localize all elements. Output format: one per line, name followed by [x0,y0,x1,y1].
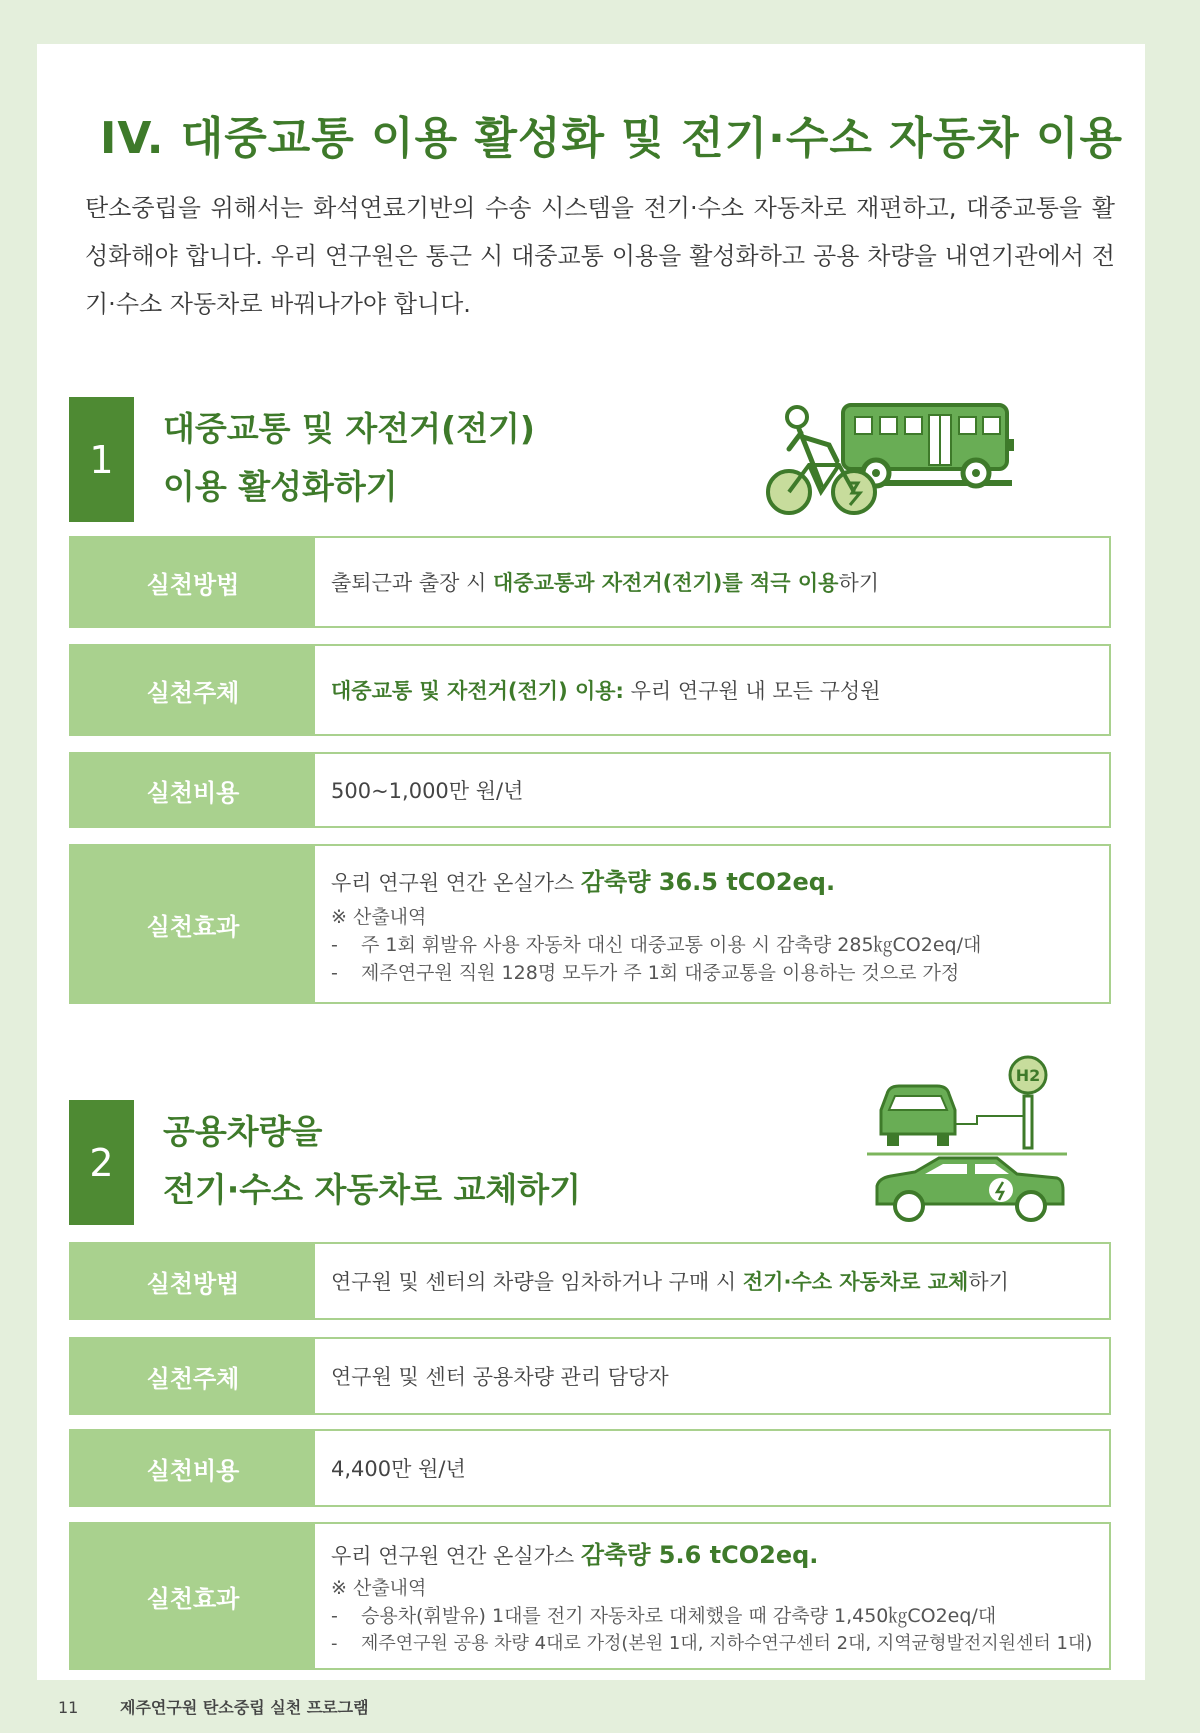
row-label: 실천주체 [71,646,315,734]
row-content [331,538,1099,626]
section-title-line: 대중교통 및 자전거(전기) [163,409,535,448]
row-content [331,646,1099,734]
subject-text: 연구원 및 센터 공용차량 관리 담당자 [331,1365,669,1389]
calculation-bullet: - 제주연구원 공용 차량 4대로 가정(본원 1대, 지하수연구센터 2대, 지역균형발전지원센터 1대) [331,1632,1093,1654]
row-content [331,846,1099,1002]
row-content [331,1524,1099,1668]
bicycle-bus-illustration [757,387,1097,527]
intro-paragraph: 탄소중립을 위해서는 화석연료기반의 수송 시스템을 전기·수소 자동차로 재편하고, 대중교통을 활성화해야 합니다. 우리 연구원은 통근 시 대중교통 이용을 활성화하고 공용 차량을 내연기관에서 전기·수소 자동차로 바꿔나가야 합니다. [85,194,1115,318]
cost-text: 500~1,000만 원/년 [331,779,524,803]
subject-row [69,1337,1111,1415]
row-label: 실천주체 [71,1339,315,1413]
subject-highlight: 대중교통 및 자전거(전기) 이용: [331,679,624,703]
method-text-suffix: 하기 [968,1270,1009,1294]
calculation-note: ※ 산출내역 [331,905,427,928]
effect-row [69,1522,1111,1670]
cost-row [69,752,1111,828]
cost-row [69,1429,1111,1507]
calculation-bullet: - 제주연구원 직원 128명 모두가 주 1회 대중교통을 이용하는 것으로 가정 [331,961,960,984]
section-title-line: 이용 활성화하기 [163,467,398,506]
method-highlight: 대중교통과 자전거(전기)를 적극 이용 [493,571,839,595]
page [37,44,1145,1680]
subject-text: 우리 연구원 내 모든 구성원 [623,679,881,703]
page-number: 11 [58,1698,79,1717]
footer-title: 제주연구원 탄소중립 실천 프로그램 [120,1698,369,1717]
row-label: 실천비용 [71,1431,315,1505]
electric-car-icon [877,1158,1063,1220]
method-row [69,1242,1111,1320]
hydrogen-car-icon [867,1057,1067,1154]
row-content [331,1244,1099,1318]
row-content [331,1431,1099,1505]
row-label: 실천효과 [71,846,315,1002]
effect-text: 우리 연구원 연간 온실가스 [331,1543,581,1568]
effect-highlight: 감축량 5.6 tCO2eq. [580,1540,819,1569]
bus-icon [843,405,1014,486]
section-number-badge: 1 [69,397,134,522]
method-row [69,536,1111,628]
row-label: 실천방법 [71,1244,315,1318]
hydrogen-electric-car-illustration [867,1054,1067,1234]
page-title: IV. 대중교통 이용 활성화 및 전기·수소 자동차 이용 [100,113,1123,164]
calculation-bullet: - 주 1회 휘발유 사용 자동차 대신 대중교통 이용 시 감축량 285㎏CO2eq/대 [331,933,982,956]
row-label: 실천효과 [71,1524,315,1668]
effect-row [69,844,1111,1004]
calculation-note: ※ 산출내역 [331,1576,427,1599]
page-footer [58,1695,369,1718]
subject-row [69,644,1111,736]
section-number-badge: 2 [69,1100,134,1225]
row-content [331,1339,1099,1413]
h2-badge-icon: H2 [1015,1066,1041,1085]
method-text-suffix: 하기 [838,571,880,595]
method-highlight: 전기·수소 자동차로 교체 [742,1270,969,1294]
calculation-bullet: - 승용차(휘발유) 1대를 전기 자동차로 대체했을 때 감축량 1,450㎏CO2eq/대 [331,1604,997,1627]
method-text: 출퇴근과 출장 시 [331,571,494,595]
method-text: 연구원 및 센터의 차량을 임차하거나 구매 시 [331,1270,743,1294]
row-content [331,754,1099,826]
row-label: 실천비용 [71,754,315,826]
cost-text: 4,400만 원/년 [331,1457,466,1481]
row-label: 실천방법 [71,538,315,626]
section-title-line: 공용차량을 [163,1112,323,1151]
effect-highlight: 감축량 36.5 tCO2eq. [580,867,836,896]
effect-text: 우리 연구원 연간 온실가스 [331,870,581,895]
section-title-line: 전기·수소 자동차로 교체하기 [163,1170,582,1209]
